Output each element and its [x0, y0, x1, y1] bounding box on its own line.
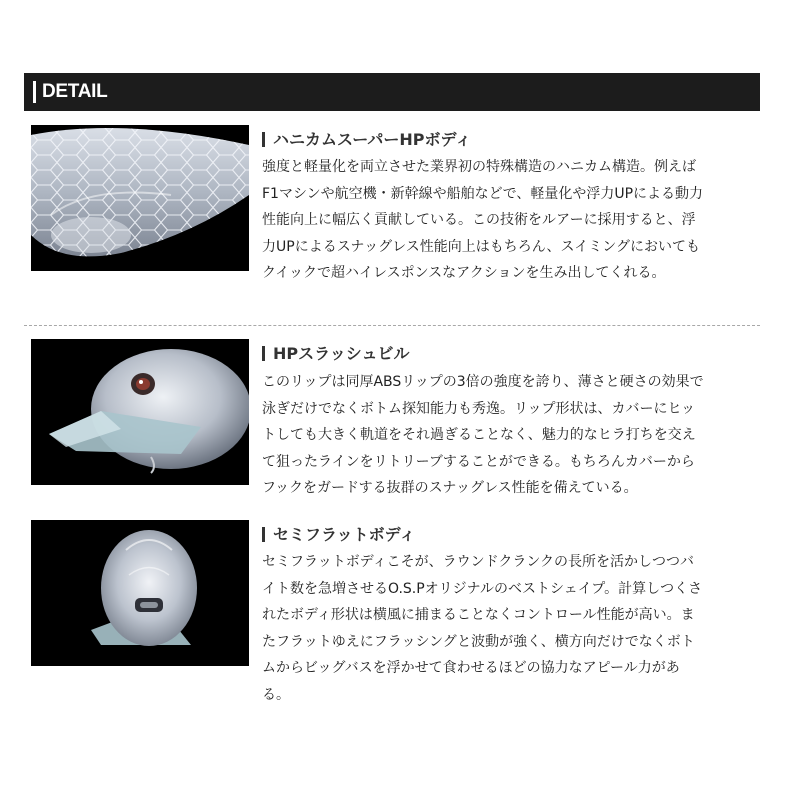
body-line: トしても大きく軌道をそれ過ぎることなく、魅力的なヒラ打ちを交え: [262, 427, 696, 443]
section-header: [24, 73, 760, 111]
body-line: フックをガードする抜群のスナッグレス性能を備えている。: [262, 480, 638, 496]
section-body-semi-flat: [262, 549, 754, 708]
body-line: 強度と軽量化を両立させた業界初の特殊構造のハニカム構造。例えば: [262, 159, 696, 175]
section-title-slash-bill: [262, 343, 409, 365]
section-title-text: ハニカムスーパーHPボディ: [273, 130, 472, 149]
title-tick: [262, 346, 265, 361]
body-line: F1マシンや航空機・新幹線や船舶などで、軽量化や浮力UPによる動力: [262, 185, 704, 202]
body-line: イト数を急増させるO.S.Pオリジナルのベストシェイプ。計算しつくさ: [262, 580, 703, 597]
body-line: 力UPによるスナッグレス性能向上はもちろん、スイミングにおいても: [262, 238, 700, 255]
body-line: クイックで超ハイレスポンスなアクションを生み出してくれる。: [262, 265, 666, 281]
semi-flat-body-photo: [31, 520, 249, 666]
body-line: 泳ぎだけでなくボトム探知能力も秀逸。リップ形状は、カバーにヒッ: [262, 400, 696, 417]
section-title-text: HPスラッシュビル: [273, 344, 410, 363]
honeycomb-body-photo: [31, 125, 249, 271]
section-body-honeycomb: [262, 154, 754, 287]
title-tick: [262, 132, 265, 147]
section-body-slash-bill: [262, 369, 754, 502]
header-accent-bar: [33, 81, 36, 103]
body-line: れたボディ形状は横風に捕まることなくコントロール性能が高い。ま: [262, 607, 695, 623]
title-tick: [262, 527, 265, 542]
body-line: セミフラットボディこそが、ラウンドクランクの長所を活かしつつバ: [262, 554, 695, 570]
body-line: て狙ったラインをリトリーブすることができる。もちろんカバーから: [262, 453, 695, 470]
body-line: このリップは同厚ABSリップの3倍の強度を誇り、薄さと硬さの効果で: [262, 374, 704, 390]
section-title-semi-flat: [262, 524, 415, 546]
body-line: る。: [262, 686, 290, 703]
header-title: DETAIL: [42, 81, 108, 102]
slash-bill-photo: [31, 339, 249, 485]
section-title-text: セミフラットボディ: [273, 525, 416, 544]
body-line: ムからビッグバスを浮かせて食わせるほどの協力なアピール力があ: [262, 660, 680, 676]
body-line: たフラットゆえにフラッシングと波動が強く、横方向だけでなくボト: [262, 633, 695, 650]
section-title-honeycomb: [262, 129, 471, 151]
section-divider: [24, 325, 760, 326]
body-line: 性能向上に幅広く貢献している。この技術をルアーに採用すると、浮: [262, 212, 696, 228]
